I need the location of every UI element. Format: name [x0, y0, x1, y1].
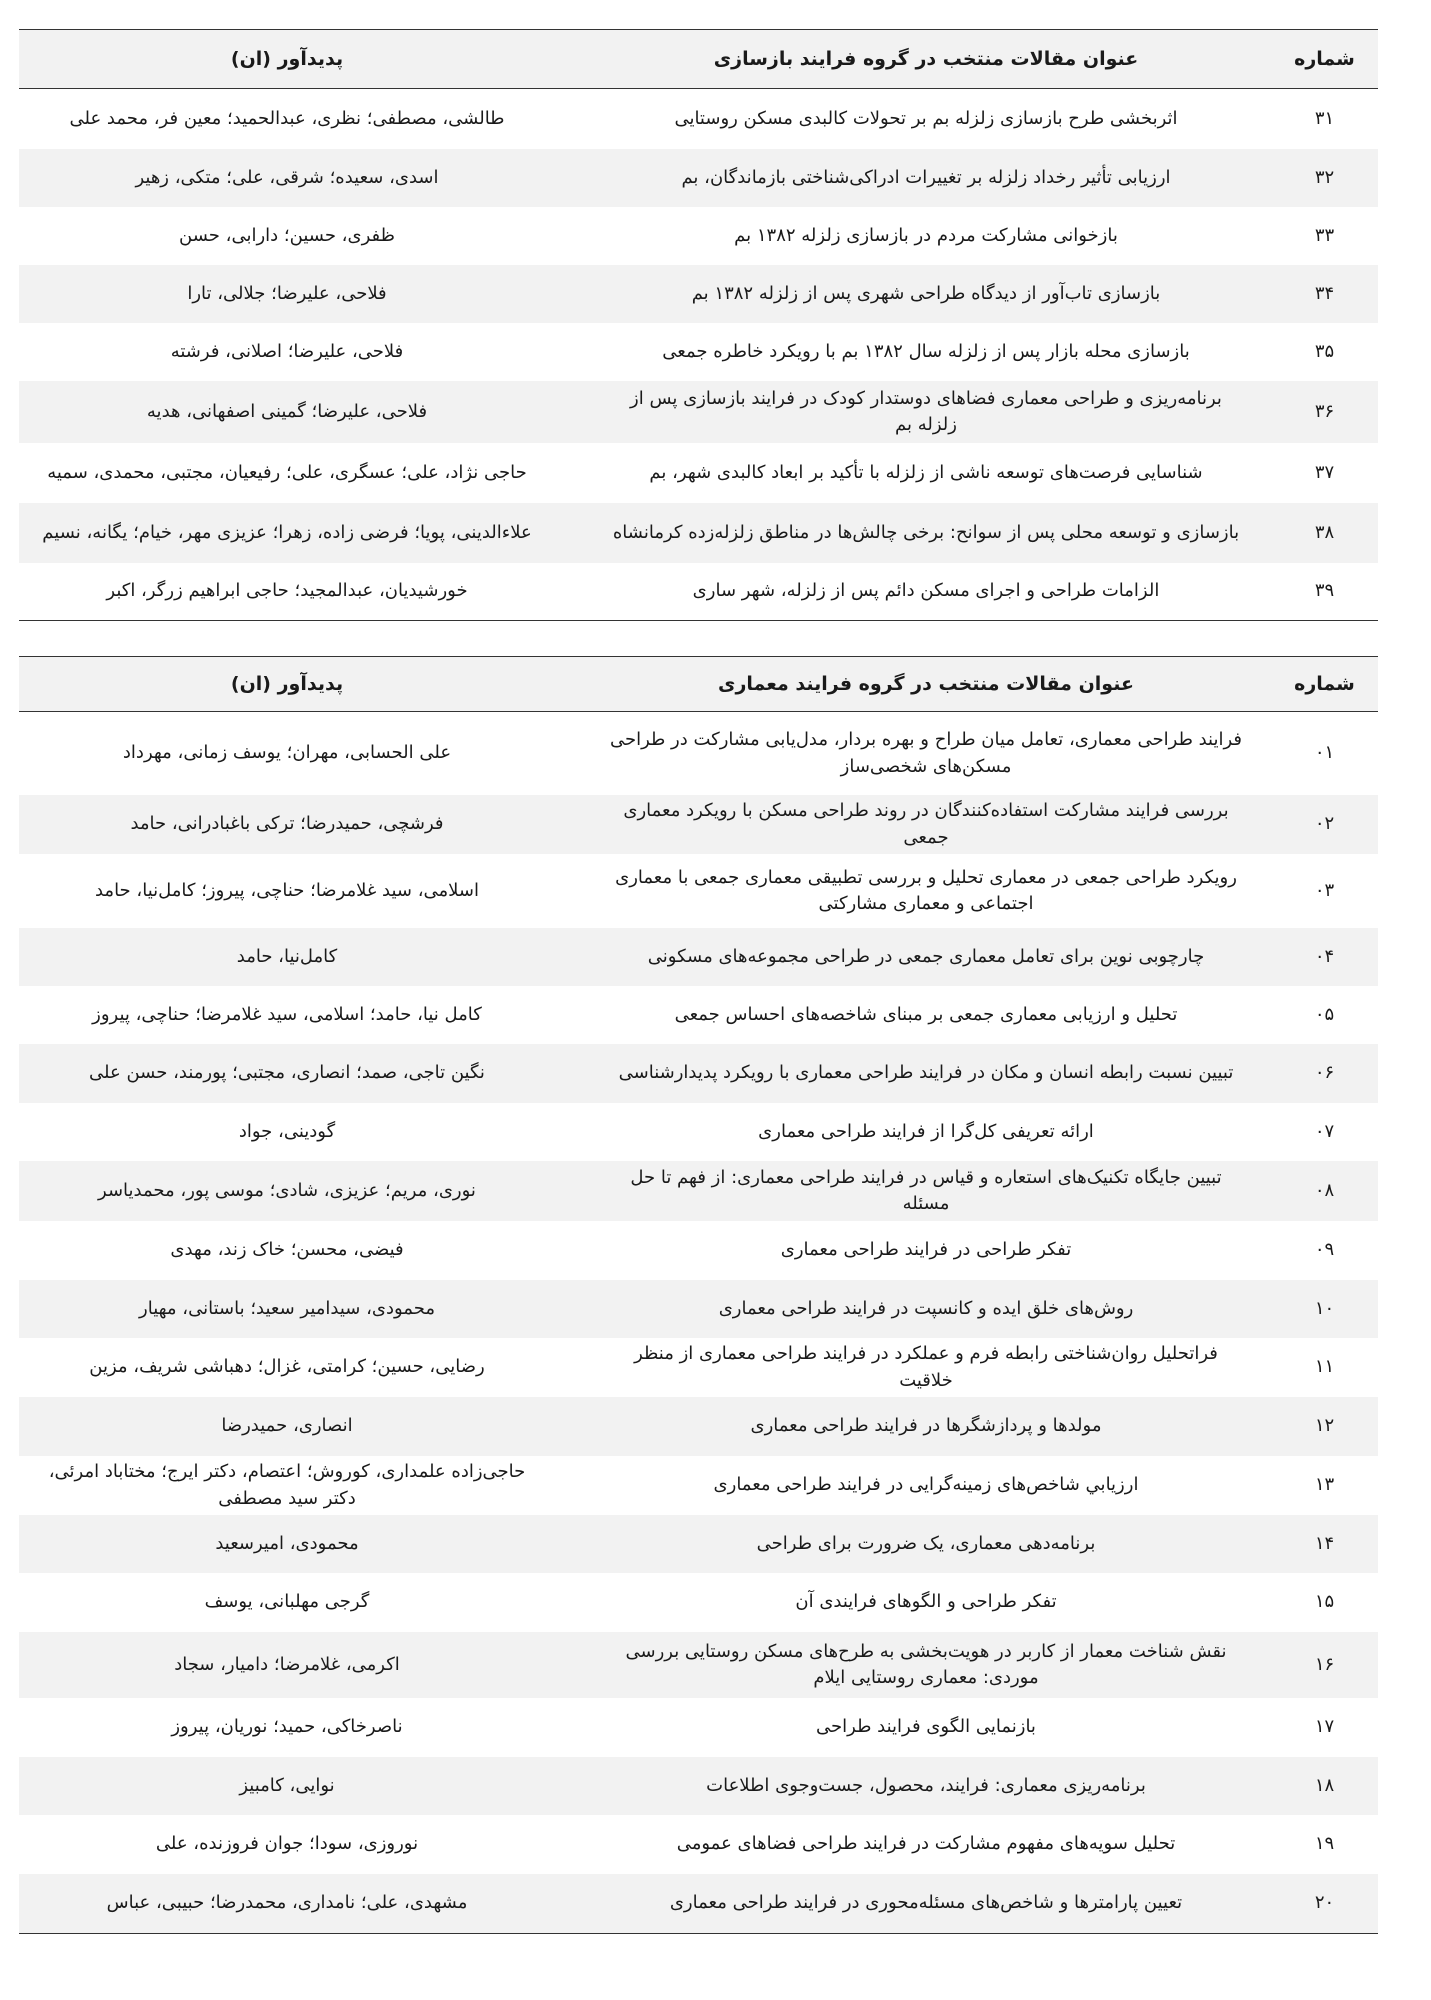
- row-title: ارائه تعریفی کل‌گرا از فرایند طراحی معماری: [758, 1120, 1094, 1142]
- table-row: [19, 1874, 1378, 1934]
- table-row: [19, 1698, 1378, 1757]
- row-title: تحلیل و ارزیابی معماری جمعی بر مبنای شاخصه‌های احساس جمعی: [674, 1003, 1178, 1025]
- row-authors: انصاری، حمیدرضا: [221, 1415, 353, 1437]
- row-number: ۰۶: [1314, 1062, 1335, 1084]
- row-number: ۱۴: [1314, 1532, 1335, 1554]
- row-authors: فلاحی، علیرضا؛ جلالی، تارا: [187, 282, 387, 304]
- table-body: [19, 712, 1378, 1934]
- row-authors: گودینی، جواد: [238, 1120, 336, 1142]
- row-number: ۰۲: [1314, 813, 1335, 835]
- table-row: [19, 207, 1378, 265]
- table-row: [19, 1456, 1378, 1515]
- row-number: ۱۲: [1314, 1415, 1335, 1437]
- row-authors: محمودی، سیدامیر سعید؛ باستانی، مهیار: [139, 1297, 435, 1319]
- row-number: ۱۱: [1314, 1356, 1335, 1378]
- header-authors: پدیدآور (ان): [230, 673, 344, 695]
- row-authors: نوایی، کامبیز: [239, 1774, 335, 1796]
- row-number: ۳۹: [1314, 580, 1335, 602]
- table-header: [19, 656, 1378, 712]
- row-authors: اکرمی، غلامرضا؛ دامیار، سجاد: [174, 1653, 400, 1675]
- row-authors: حاجی‌زاده علمداری، کوروش؛ اعتصام، دکتر ایرج؛ مختاباد امرئی، دکتر سید مصطفی: [48, 1461, 526, 1509]
- table-row: [19, 1815, 1378, 1874]
- table-row: [19, 1103, 1378, 1161]
- row-number: ۳۱: [1314, 107, 1335, 129]
- row-title: تفکر طراحی در فرایند طراحی معماری: [780, 1239, 1072, 1261]
- row-number: ۳۷: [1314, 461, 1335, 483]
- row-authors: رضایی، حسین؛ کرامتی، غزال؛ دهباشی شریف، مزین: [89, 1356, 485, 1378]
- table-row: [19, 1221, 1378, 1280]
- row-title: تبیین نسبت رابطه انسان و مکان در فرایند طراحی معماری با رویکرد پدیدارشناسی: [618, 1062, 1234, 1084]
- table-row: [19, 1397, 1378, 1456]
- row-title: بازنمایی الگوی فرایند طراحی: [816, 1716, 1036, 1738]
- row-number: ۱۹: [1314, 1833, 1335, 1855]
- row-title: چارچوبی نوین برای تعامل معماری جمعی در طراحی مجموعه‌های مسکونی: [647, 945, 1205, 967]
- row-title: فرایند طراحی معماری، تعامل میان طراح و بهره بردار، مدل‌یابی مشارکت در طراحی مسکن‌های شخصی‌ساز: [609, 729, 1243, 777]
- row-number: ۳۲: [1314, 166, 1335, 188]
- row-authors: فرشچی، حمیدرضا؛ ترکی باغبادرانی، حامد: [130, 813, 444, 835]
- row-title: فراتحلیل روان‌شناختی رابطه فرم و عملکرد در فرایند طراحی معماری از منظر خلاقیت: [634, 1343, 1218, 1391]
- row-number: ۲۰: [1314, 1892, 1335, 1914]
- row-title: برنامه‌ریزی معماری: فرایند، محصول، جست‌وجوی اطلاعات: [706, 1774, 1146, 1796]
- row-authors: کامل‌نیا، حامد: [236, 945, 338, 967]
- table-body: [19, 89, 1378, 621]
- table-row: [19, 795, 1378, 854]
- row-authors: فلاحی، علیرضا؛ گمینی اصفهانی، هدیه: [146, 400, 428, 422]
- row-authors: حاجی نژاد، علی؛ عسگری، علی؛ رفیعیان، مجتبی، محمدی، سمیه: [47, 461, 527, 483]
- table-row: [19, 1338, 1378, 1397]
- row-number: ۳۵: [1314, 340, 1335, 362]
- row-number: ۱۷: [1314, 1716, 1335, 1738]
- header-title: عنوان مقالات منتخب در گروه فرایند معماری: [718, 673, 1134, 695]
- table-row: [19, 712, 1378, 795]
- row-authors: کامل نیا، حامد؛ اسلامی، سید غلامرضا؛ حناچی، پیروز: [92, 1003, 482, 1025]
- row-number: ۱۳: [1314, 1474, 1335, 1496]
- row-number: ۰۸: [1314, 1179, 1335, 1201]
- row-authors: گرجی مهلبانی، یوسف: [204, 1591, 370, 1613]
- row-title: بازسازی محله بازار پس از زلزله سال ۱۳۸۲ بم با رویکرد خاطره جمعی: [662, 340, 1190, 362]
- table-row: [19, 149, 1378, 207]
- row-authors: نوری، مریم؛ عزیزی، شادی؛ موسی پور، محمدیاسر: [98, 1179, 476, 1201]
- reconstruction-articles-table: [19, 29, 1378, 621]
- header-number: شماره: [1294, 48, 1355, 70]
- table-row: [19, 1161, 1378, 1221]
- row-title: برنامه‌ریزی و طراحی معماری فضاهای دوستدار کودک در فرایند بازسازی پس از زلزله بم: [630, 387, 1222, 435]
- table-row: [19, 563, 1378, 621]
- row-authors: علاءالدینی، پویا؛ فرضی زاده، زهرا؛ عزیزی مهر، خیام؛ یگانه، نسیم: [42, 521, 532, 543]
- row-title: ارزیابی تأثیر رخداد زلزله بر تغییرات ادراکی‌شناختی بازماندگان، بم: [681, 166, 1171, 188]
- header-title: عنوان مقالات منتخب در گروه فرایند بازسازی: [713, 48, 1139, 70]
- table-row: [19, 443, 1378, 503]
- row-number: ۱۸: [1314, 1774, 1335, 1796]
- table-row: [19, 381, 1378, 443]
- row-authors: طالشی، مصطفی؛ نظری، عبدالحمید؛ معین فر، محمد علی: [69, 107, 505, 129]
- row-title: بررسی فرایند مشارکت استفاده‌کنندگان در روند طراحی مسکن با رویکرد معماری جمعی: [623, 800, 1229, 848]
- row-title: روش‌های خلق ایده و کانسپت در فرایند طراحی معماری: [718, 1297, 1134, 1319]
- row-authors: ظفری، حسین؛ دارابی، حسن: [179, 224, 395, 246]
- table-row: [19, 1280, 1378, 1338]
- row-title: بازسازی و توسعه محلی پس از سوانح: برخی چالش‌ها در مناطق زلزله‌زده کرمانشاه: [612, 521, 1240, 543]
- row-authors: نوروزی، سودا؛ جوان فروزنده، علی: [155, 1833, 419, 1855]
- row-title: تعیین پارامترها و شاخص‌های مسئله‌محوری در فرایند طراحی معماری: [669, 1892, 1183, 1914]
- table-row: [19, 928, 1378, 986]
- row-authors: فلاحی، علیرضا؛ اصلانی، فرشته: [170, 340, 404, 362]
- table-row: [19, 1573, 1378, 1632]
- row-number: ۰۱: [1314, 742, 1335, 764]
- row-number: ۰۹: [1314, 1239, 1335, 1261]
- row-title: بازسازی تاب‌آور از دیدگاه طراحی شهری پس از زلزله ۱۳۸۲ بم: [691, 282, 1161, 304]
- row-authors: اسلامی، سید غلامرضا؛ حناچی، پیروز؛ کامل‌نیا، حامد: [94, 879, 479, 901]
- row-title: بازخوانی مشارکت مردم در بازسازی زلزله ۱۳۸۲ بم: [734, 224, 1118, 246]
- table-row: [19, 854, 1378, 928]
- row-authors: مشهدی، علی؛ نامداری، محمدرضا؛ حبیبی، عباس: [106, 1892, 468, 1914]
- row-number: ۳۳: [1314, 224, 1335, 246]
- row-number: ۰۵: [1314, 1003, 1335, 1025]
- row-title: ارزیابي شاخص‌های زمینه‌گرایی در فرایند طراحی معماری: [713, 1474, 1139, 1496]
- row-title: شناسایی فرصت‌های توسعه ناشی از زلزله با تأکید بر ابعاد کالبدی شهر، بم: [649, 461, 1203, 483]
- row-number: ۱۰: [1314, 1297, 1335, 1319]
- row-title: مولدها و پردازشگرها در فرایند طراحی معماری: [750, 1415, 1102, 1437]
- row-title: برنامه‌دهی معماری، یک ضرورت برای طراحی: [756, 1532, 1096, 1554]
- table-row: [19, 1044, 1378, 1103]
- row-number: ۱۵: [1314, 1591, 1335, 1613]
- header-authors: پدیدآور (ان): [230, 48, 344, 70]
- row-authors: اسدی، سعیده؛ شرقی، علی؛ متکی، زهیر: [135, 166, 439, 188]
- table-row: [19, 323, 1378, 381]
- row-authors: علی الحسابی، مهران؛ یوسف زمانی، مهرداد: [122, 742, 452, 764]
- row-title: رویکرد طراحی جمعی در معماری تحلیل و بررسی تطبیقی معماری جمعی با معماری اجتماعی و معماری مشارکتی: [615, 866, 1237, 914]
- table-row: [19, 1632, 1378, 1698]
- row-number: ۳۴: [1314, 282, 1335, 304]
- architecture-articles-table: [19, 656, 1378, 1934]
- row-authors: خورشیدیان، عبدالمجید؛ حاجی ابراهیم زرگر، اکبر: [106, 580, 468, 602]
- table-row: [19, 1515, 1378, 1573]
- row-title: نقش شناخت معمار از کاربر در هویت‌بخشی به طرح‌های مسکن روستایی بررسی موردی: معماری روستایی ایلام: [625, 1640, 1227, 1688]
- table-row: [19, 1757, 1378, 1815]
- row-title: اثربخشی طرح بازسازی زلزله بم بر تحولات کالبدی مسکن روستایی: [674, 107, 1178, 129]
- row-title: تحلیل سویه‌های مفهوم مشارکت در فرایند طراحی فضاهای عمومی: [676, 1833, 1176, 1855]
- row-authors: ناصرخاکی، حمید؛ نوریان، پیروز: [171, 1716, 403, 1738]
- table-header: [19, 29, 1378, 89]
- table-row: [19, 503, 1378, 563]
- row-authors: فیضی، محسن؛ خاک زند، مهدی: [170, 1239, 404, 1261]
- table-row: [19, 265, 1378, 323]
- table-row: [19, 986, 1378, 1044]
- row-title: تفکر طراحی و الگوهای فرایندی آن: [795, 1591, 1057, 1613]
- row-authors: محمودی، امیرسعید: [215, 1532, 359, 1554]
- row-number: ۰۴: [1314, 945, 1335, 967]
- row-title: تبیین جایگاه تکنیک‌های استعاره و قیاس در فرایند طراحی معماری: از فهم تا حل مسئله: [630, 1166, 1222, 1214]
- row-number: ۳۸: [1314, 521, 1335, 543]
- row-number: ۱۶: [1314, 1653, 1335, 1675]
- row-title: الزامات طراحی و اجرای مسکن دائم پس از زلزله، شهر ساری: [692, 580, 1160, 602]
- row-number: ۳۶: [1314, 400, 1335, 422]
- row-number: ۰۳: [1314, 879, 1335, 901]
- row-authors: نگین تاجی، صمد؛ انصاری، مجتبی؛ پورمند، حسن علی: [89, 1062, 485, 1084]
- header-number: شماره: [1294, 673, 1355, 695]
- table-row: [19, 89, 1378, 149]
- row-number: ۰۷: [1314, 1120, 1335, 1142]
